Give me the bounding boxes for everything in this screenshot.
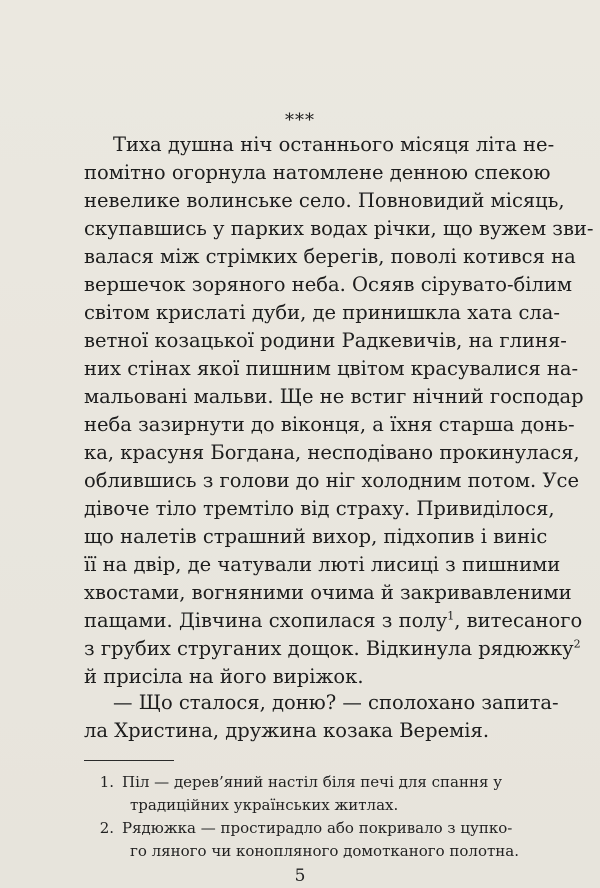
paragraph-line: Тиха душна ніч останнього місяця літа не-: [113, 133, 555, 156]
paragraph-line: них стінах якої пишним цвітом красувалися на-: [84, 357, 579, 380]
paragraph-line: що налетів страшний вихор, підхопив і виніс: [84, 525, 548, 548]
line-text: пащами. Дівчина схопилася з полу: [84, 609, 448, 632]
paragraph-line: світом крислаті дуби, де принишкла хата сла-: [84, 301, 560, 324]
paragraph-line: помітно огорнула натомлене денною спекою: [84, 161, 551, 184]
footnote-2: [84, 818, 540, 838]
paragraph-line: облившись з голови до ніг холодним потом. Усе: [84, 469, 580, 492]
paragraph-line: її на двір, де чатували люті лисиці з пишними: [84, 553, 561, 576]
page-number: 5: [294, 866, 306, 886]
paragraph-line: ветної козацької родини Радкевичів, на глиня-: [84, 329, 567, 352]
dialogue-line: ла Христина, дружина козака Веремія.: [84, 719, 490, 742]
paragraph-line: невелике волинське село. Повновидий місяць,: [84, 189, 565, 212]
paragraph-line: валася між стрімких берегів, поволі котився на: [84, 245, 576, 268]
footnote-number: 1.: [99, 773, 114, 791]
footnote-2-cont: го ляного чи конопляного домотканого полотна.: [130, 842, 519, 860]
footnote-1: [84, 772, 540, 792]
line-text: з грубих струганих дощок. Відкинула рядюжку: [84, 637, 574, 660]
dialogue-line: — Що сталося, доню? — сполохано запита-: [113, 691, 559, 714]
footnote-text: Рядюжка — простирадло або покривало з цупко-: [122, 819, 513, 837]
paragraph-line: неба зазирнути до віконця, а їхня старша донь-: [84, 413, 575, 436]
paragraph-line: й присіла на його виріжок.: [84, 665, 364, 688]
paragraph-line: хвостами, вогняними очима й закривавленими: [84, 581, 572, 604]
paragraph-line-with-footnote: [84, 636, 581, 662]
line-text-tail: , витесаного: [454, 609, 583, 632]
paragraph-line: мальовані мальви. Ще не встиг нічний господар: [84, 385, 584, 408]
paragraph-line: скупавшись у парких водах річки, що вужем зви-: [84, 217, 594, 240]
paragraph-line: ка, красуня Богдана, несподівано прокинулася,: [84, 441, 580, 464]
footnote-number: 2.: [99, 819, 114, 837]
paragraph-line: дівоче тіло тремтіло від страху. Привиділося,: [84, 497, 555, 520]
footnote-rule: [84, 760, 174, 761]
footnote-ref-2: 2: [573, 637, 581, 651]
footnote-1-cont: традиційних українських житлах.: [130, 796, 399, 814]
footnote-ref-1: 1: [447, 609, 455, 623]
section-separator: ***: [285, 110, 315, 131]
paragraph-line: вершечок зоряного неба. Осяяв сірувато-білим: [84, 273, 573, 296]
paragraph-line-with-footnote: [84, 608, 583, 634]
footnote-text: Піл — дерев’яний настіл біля печі для спання у: [122, 773, 503, 791]
